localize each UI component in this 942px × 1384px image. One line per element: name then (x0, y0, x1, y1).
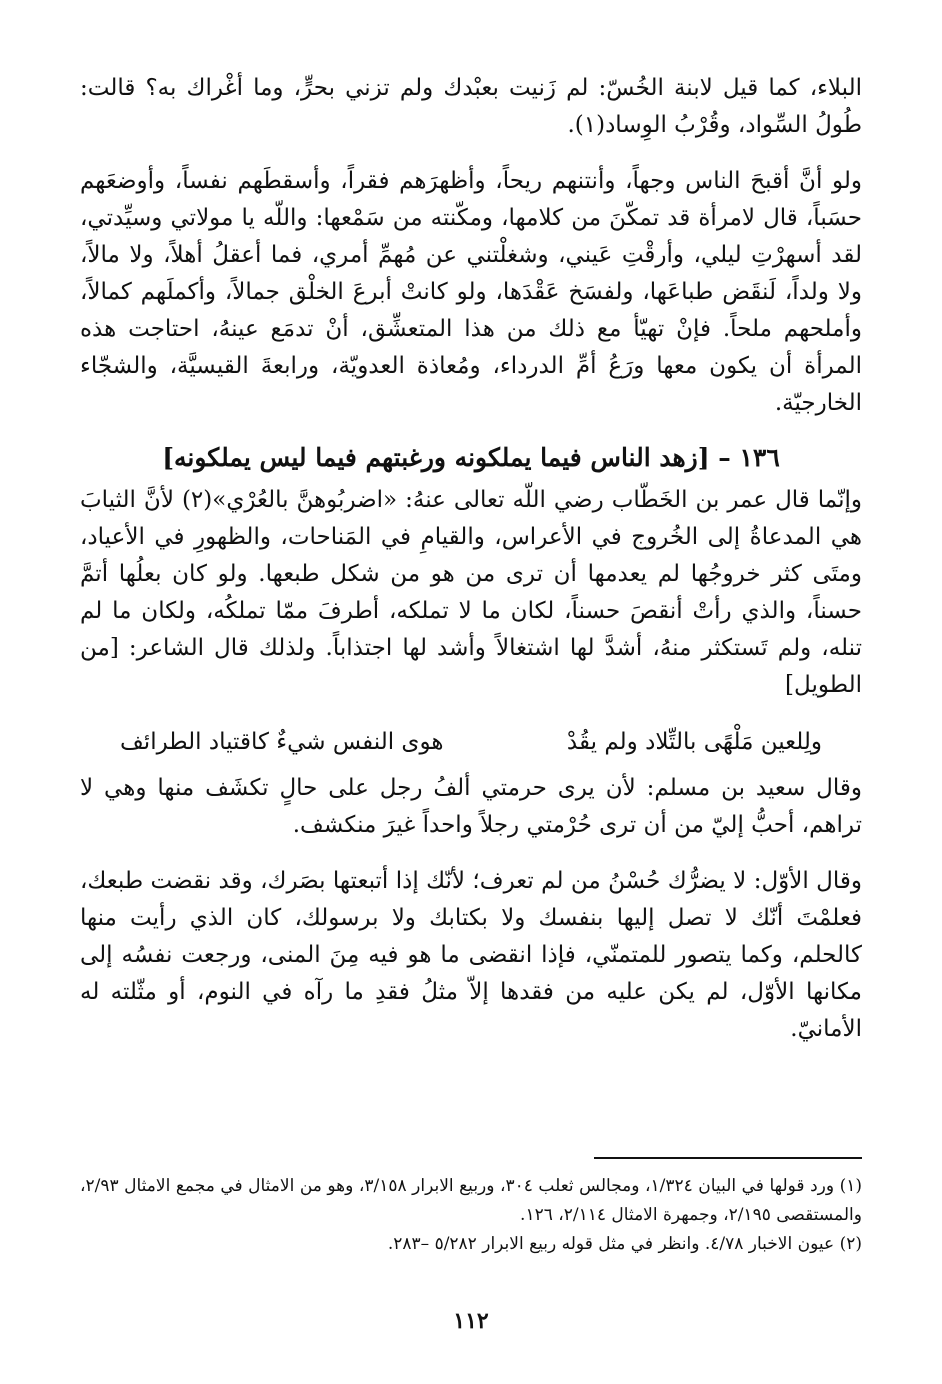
section-heading: ١٣٦ – [زهد الناس فيما يملكونه ورغبتهم فيما ليس يملكونه] (162, 443, 780, 472)
verse-second-hemistich: ولِلعين مَلْهًى بالتِّلاد ولم يقُدْ (566, 729, 822, 755)
section-paragraph: وإنّما قال عمر بن الخَطّاب رضي اللّه تعالى عنهُ: «اضربُوهنَّ بالعُرْي»(٢) لأنَّ الثيابَ هي المدعاةُ إلى الخُروج في الأعراس، والقيامِ في المَناحات، والظهورِ في الأعياد، ومتَى كثر خروجُها لم يعدمها أن ترى من هو من شكل طبعها. ولو كان بعلُها أتمَّ حسناً، والذي رأتْ أنقصَ حسناً، لكان ما لا تملكه، أطرفَ ممّا تملكُه، ولكان ما لم تنله، ولم تَستكثر منهُ، أشدَّ لها اشتغالاً وأشد لها اجتذاباً. ولذلك قال الشاعر: [من الطويل] (80, 487, 862, 698)
footnote-divider (594, 1157, 862, 1159)
footnotes (80, 1172, 862, 1259)
body-paragraph-3: وقال سعيد بن مسلم: لأن يرى حرمتي ألفُ رجل على حالٍ تكشَف منها وهي لا تراهم، أحبُّ إليّ من أن ترى حُرْمتي رجلاً واحداً غيرَ منكشف. (80, 775, 862, 838)
body-paragraph-4: وقال الأوّل: لا يضرُّك حُسْنُ من لم تعرف؛ لأنّك إذا أتبعتها بصَرك، وقد نقضت طبعك، فعلمْتَ أنّك لا تصل إليها بنفسك ولا بكتابك ولا برسولك، كان الذي رأيت منها كالحلم، وكما يتصور للمتمنّي، فإذا انقضى ما هو فيه مِنَ المنى، ورجعت نفسُه إلى مكانها الأوّل، لم يكن عليه من فقدها إلاّ مثلُ فقدِ ما رآه في النوم، أو مثّلته له الأمانيّ. (80, 868, 862, 1042)
body-paragraph-2: ولو أنَّ أقبحَ الناس وجهاً، وأنتنهم ريحاً، وأظهرَهم فقراً، وأسقطَهم نفساً، وأوضعَهم حسَباً، قال لامرأة قد تمكّنَ من كلامها، ومكّنته من سَمْعها: واللّه يا مولاتي وسيِّدتي، لقد أسهرْتِ ليلي، وأرقْتِ عَيني، وشغلْتني عن مُهمِّ أمري، فما أعقلُ أهلاً، ولا مالاً، ولا ولداً، لَنقَض طباعَها، ولفسَخ عَقْدَها، ولو كانتْ أبرعَ الخلْق جمالاً، وأكملَهم كمالاً، وأملحهم ملحاً. فإنْ تهيّأ مع ذلك من هذا المتعشِّق، أنْ تدمَع عينهُ، احتاجت هذه المرأة أن يكون معها ورَعُ أمِّ الدرداء، ومُعاذة العدويّة، ورابعةَ القيسيَّة، والشجّاء الخارجيّة. (80, 168, 862, 416)
verse-first-hemistich: هوى النفس شيءٌ كاقتياد الطرائف (120, 729, 444, 755)
footnote-1: (١) ورد قولها في البيان ١/٣٢٤، ومجالس ثعلب ٣٠٤، وربيع الابرار ٣/١٥٨، وهو من الامثال في مجمع الامثال ٢/٩٣، والمستقصى ٢/١٩٥، وجمهرة الامثال ٢/١١٤، ١٢٦. (80, 1176, 862, 1225)
poetry-verse (120, 722, 822, 762)
body-paragraph-1: البلاء، كما قيل لابنة الخُسّ: لم زَنيت بعبْدك ولم تزني بحرٍّ، وما أغْراك به؟ قالت: طُولُ السِّواد، وقُرْبُ الوِساد(١). (80, 75, 862, 138)
page-number: ١١٢ (453, 1308, 489, 1334)
footnote-2: (٢) عيون الاخبار ٤/٧٨. وانظر في مثل قوله ربيع الابرار ٥/٢٨٢ –٢٨٣. (387, 1234, 862, 1254)
page-body (80, 70, 862, 1048)
